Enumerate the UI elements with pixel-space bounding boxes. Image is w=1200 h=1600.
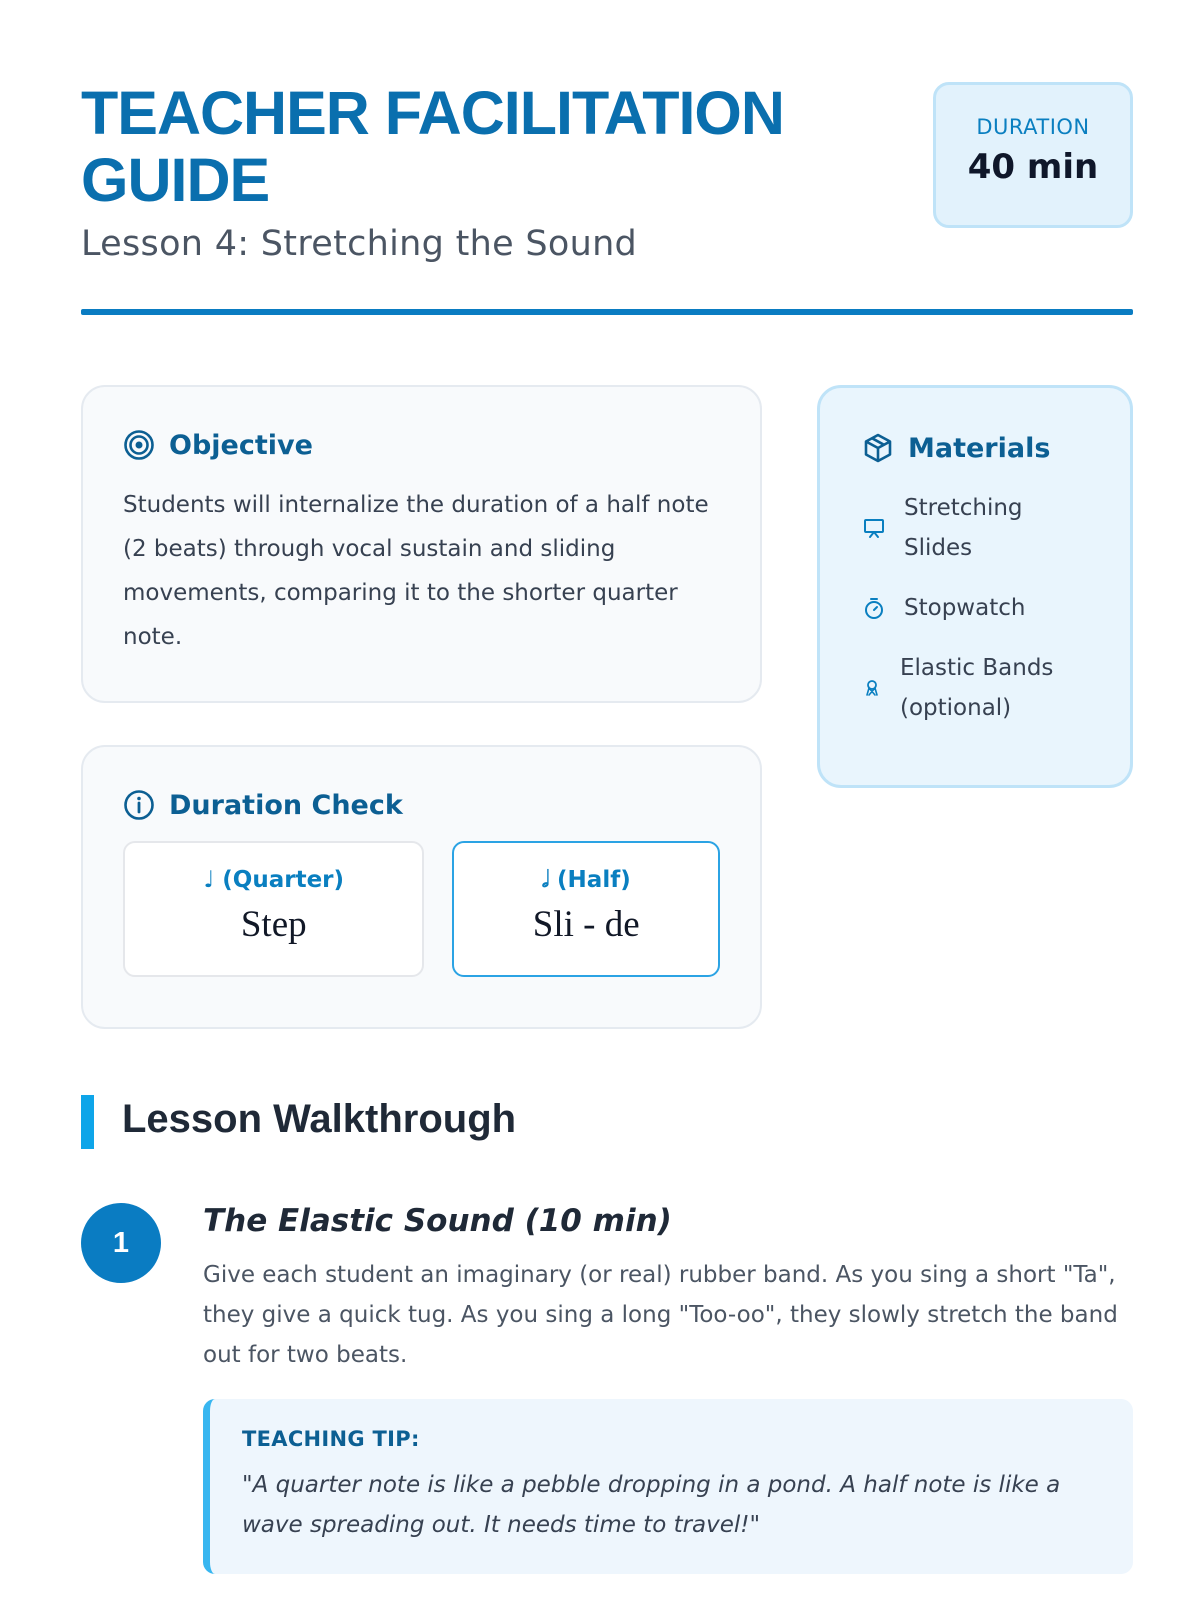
tip-label: TEACHING TIP:	[242, 1427, 420, 1451]
half-note-word: Sli - de	[532, 904, 640, 945]
duration-label: DURATION	[976, 115, 1090, 139]
package-icon	[862, 432, 894, 464]
half-note-box	[452, 841, 720, 977]
material-item	[862, 588, 1088, 628]
section-title: Lesson Walkthrough	[122, 1097, 517, 1141]
quarter-note-label: ♩ (Quarter)	[203, 867, 345, 893]
objective-heading-row	[123, 429, 720, 461]
material-item	[862, 648, 1088, 728]
teaching-tip	[203, 1399, 1133, 1574]
step-title: The Elastic Sound (10 min)	[203, 1203, 672, 1239]
material-item	[862, 488, 1088, 568]
materials-heading-row	[862, 432, 1088, 464]
materials-heading: Materials	[908, 432, 1051, 464]
material-label: Elastic Bands (optional)	[900, 655, 1054, 721]
material-label: Stopwatch	[904, 595, 1026, 621]
info-icon	[123, 789, 155, 821]
presentation-icon	[862, 516, 886, 540]
materials-list	[862, 488, 1088, 728]
page-header	[81, 80, 1133, 316]
page-title: TEACHER FACILITATION GUIDE	[81, 79, 784, 214]
step-description: Give each student an imaginary (or real) rubber band. As you sing a short "Ta", they give a quick tug. As you sing a long "Too-oo", they slowly stretch the band out for two beats.	[203, 1262, 1118, 1368]
duration-check-heading-row	[123, 789, 720, 821]
ribbon-icon	[862, 678, 882, 698]
objective-card	[81, 385, 762, 703]
duration-check-card	[81, 745, 762, 1029]
duration-check-heading: Duration Check	[169, 789, 403, 821]
quarter-note-word: Step	[240, 904, 307, 945]
stopwatch-icon	[862, 596, 886, 620]
lesson-subtitle: Lesson 4: Stretching the Sound	[81, 224, 638, 264]
duration-value: 40 min	[967, 147, 1099, 187]
target-icon	[123, 429, 155, 461]
step-number: 1	[81, 1203, 161, 1283]
quarter-note-box	[123, 841, 424, 977]
duration-badge	[933, 82, 1133, 228]
tip-text: "A quarter note is like a pebble dropping in a pond. A half note is like a wave spreading out. It needs time to travel!"	[242, 1472, 1061, 1538]
section-accent-bar	[81, 1095, 94, 1149]
note-comparison	[123, 841, 720, 977]
material-label: Stretching Slides	[904, 495, 1023, 561]
objective-text: Students will internalize the duration of a half note (2 beats) through vocal sustain and sliding movements, comparing it to the shorter quarter note.	[123, 492, 709, 650]
half-note-label: 𝅗𝅥 (Half)	[541, 867, 631, 893]
materials-card	[817, 385, 1133, 788]
step-item	[203, 1203, 1133, 1574]
header-divider	[81, 309, 1133, 315]
objective-heading: Objective	[169, 429, 313, 461]
